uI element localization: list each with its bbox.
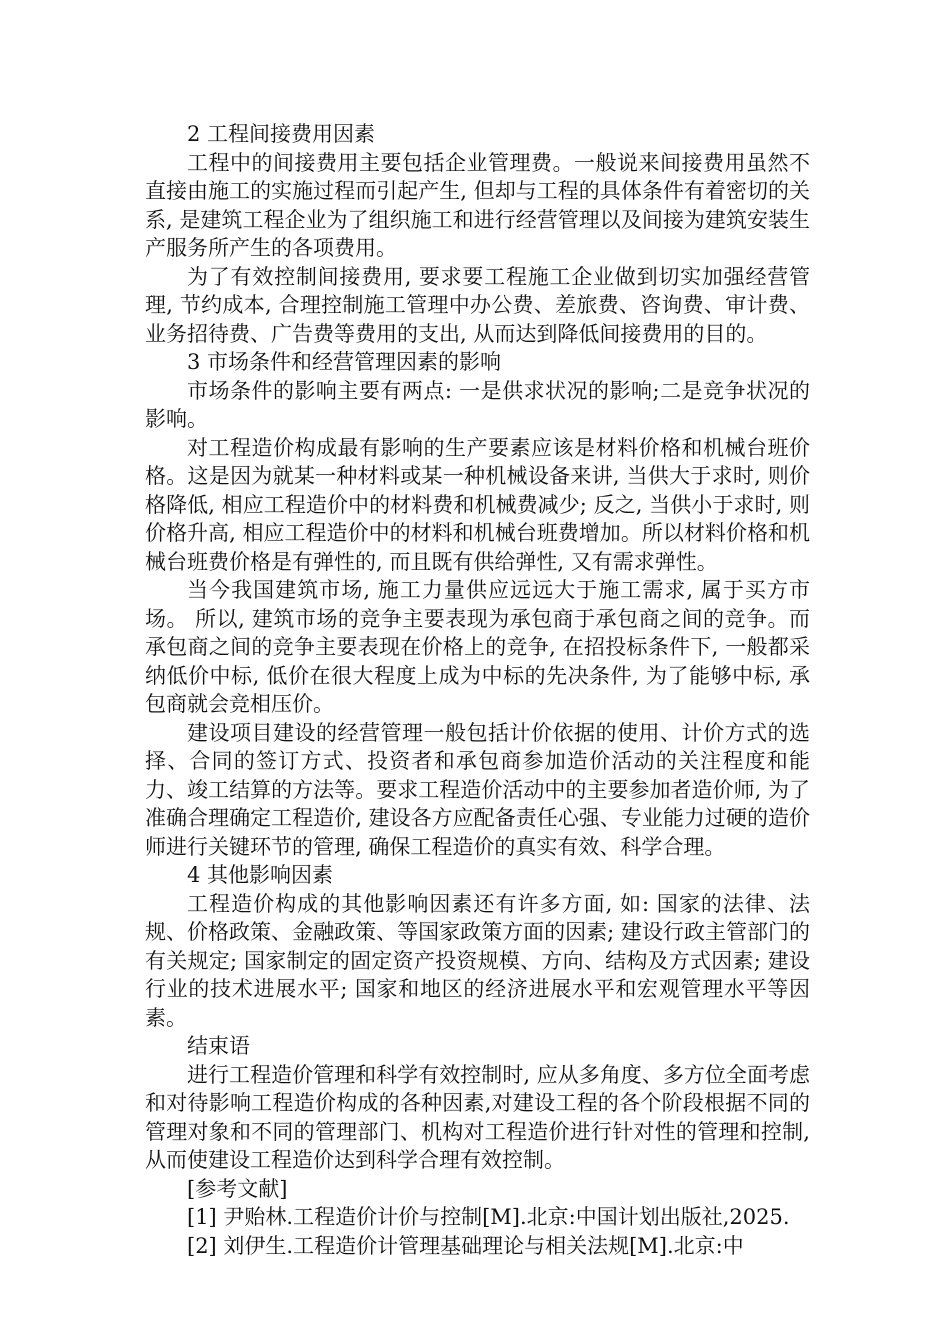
paragraph-market-two-points: 市场条件的影响主要有两点: 一是供求状况的影响;二是竞争状况的影响。 xyxy=(145,378,810,431)
section-heading-other-factors: 4 其他影响因素 xyxy=(187,863,334,887)
paragraph-indirect-costs-control: 为了有效控制间接费用, 要求要工程施工企业做到切实加强经营管理, 节约成本, 合理控制施工管理中办公费、差旅费、咨询费、审计费、业务招待费、广告费等费用的支出, 从而达到降低间接费用的目的。 xyxy=(145,264,810,346)
paragraph-material-machine-prices: 对工程造价构成最有影响的生产要素应该是材料价格和机械台班价格。这是因为就某一种材料或某一种机械设备来讲, 当供大于求时, 则价格降低, 相应工程造价中的材料费和机械费减少; 反之, 当供小于求时, 则价格升高, 相应工程造价中的材料和机械台班费增加。所以材料价格和机械台班费价格是有弹性的, 而且既有供给弹性, 又有需求弹性。 xyxy=(145,435,810,574)
paragraph-conclusion: 进行工程造价管理和科学有效控制时, 应从多角度、多方位全面考虑和对待影响工程造价构成的各种因素,对建设工程的各个阶段根据不同的管理对象和不同的管理部门、机构对工程造价进行针对性的管理和控制, 从而使建设工程造价达到科学合理有效控制。 xyxy=(145,1062,810,1172)
paragraph-indirect-costs-definition: 工程中的间接费用主要包括企业管理费。一般说来间接费用虽然不直接由施工的实施过程而引起产生, 但却与工程的具体条件有着密切的关系, 是建筑工程企业为了组织施工和进行经营管理以及间接为建筑安装生产服务所产生的各项费用。 xyxy=(145,150,810,260)
paragraph-other-factors: 工程造价构成的其他影响因素还有许多方面, 如: 国家的法律、法规、价格政策、金融政策、等国家政策方面的因素; 建设行政主管部门的有关规定; 国家制定的固定资产投资规模、方向、结构及方式因素; 建设行业的技术进展水平; 国家和地区的经济进展水平和宏观管理水平等因素。 xyxy=(145,891,810,1030)
document-page xyxy=(145,120,810,1260)
reference-item-2: [2] 刘伊生.工程造价计管理基础理论与相关法规[M].北京:中 xyxy=(187,1233,744,1258)
paragraph-business-management: 建设项目建设的经营管理一般包括计价依据的使用、计价方式的选择、合同的签订方式、投资者和承包商参加造价活动的关注程度和能力、竣工结算的方法等。要求工程造价活动中的主要参加者造价师, 为了准确合理确定工程造价, 建设各方应配备责任心强、专业能力过硬的造价师进行关键环节的管理, 确保工程造价的真实有效、科学合理。 xyxy=(145,720,810,859)
reference-item-1: [1] 尹贻林.工程造价计价与控制[M].北京:中国计划出版社,2025. xyxy=(187,1205,790,1229)
section-heading-references: [参考文献] xyxy=(187,1176,288,1201)
section-heading-market-conditions: 3 市场条件和经营管理因素的影响 xyxy=(187,350,502,374)
paragraph-buyers-market: 当今我国建筑市场, 施工力量供应远远大于施工需求, 属于买方市场。 所以, 建筑市场的竞争主要表现为承包商于承包商之间的竞争。而承包商之间的竞争主要表现在价格上的竞争, 在招投标条件下, 一般都采纳低价中标, 低价在很大程度上成为中标的先决条件, 为了能够中标, 承包商就会竞相压价。 xyxy=(145,578,810,716)
section-heading-indirect-costs: 2 工程间接费用因素 xyxy=(187,122,376,146)
section-heading-conclusion: 结束语 xyxy=(187,1034,250,1058)
